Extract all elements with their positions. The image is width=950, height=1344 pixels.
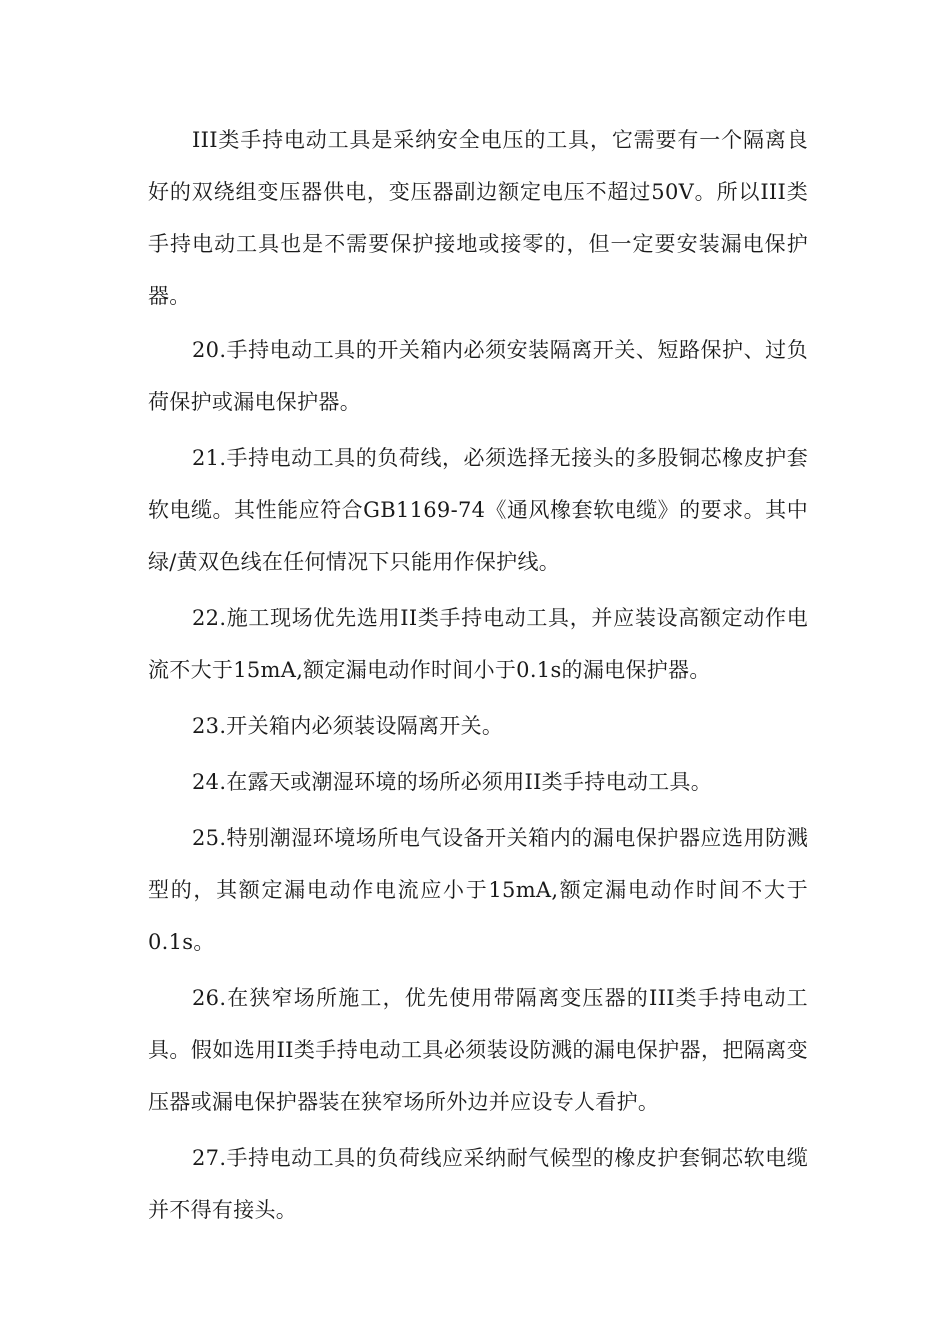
- paragraph-item-24: 24.在露天或潮湿环境的场所必须用II类手持电动工具。: [192, 770, 713, 794]
- paragraph-item-22: 22.施工现场优先选用II类手持电动工具，并应装设高额定动作电流不大于15mA,额定漏电动作时间小于0.1s的漏电保护器。: [148, 606, 808, 682]
- paragraph-item-27: 27.手持电动工具的负荷线应采纳耐气候型的橡皮护套铜芯软电缆并不得有接头。: [148, 1146, 808, 1222]
- paragraph-item-26: 26.在狭窄场所施工，优先使用带隔离变压器的III类手持电动工具。假如选用II类手持电动工具必须装设防溅的漏电保护器，把隔离变压器或漏电保护器装在狭窄场所外边并应设专人看护。: [148, 986, 808, 1114]
- paragraph-item-20: 20.手持电动工具的开关箱内必须安装隔离开关、短路保护、过负荷保护或漏电保护器。: [148, 338, 808, 414]
- paragraph-class-iii-tools: III类手持电动工具是采纳安全电压的工具，它需要有一个隔离良好的双绕组变压器供电，变压器副边额定电压不超过50V。所以III类手持电动工具也是不需要保护接地或接零的，但一定要安装漏电保护器。: [148, 128, 808, 308]
- paragraph-item-21: 21.手持电动工具的负荷线，必须选择无接头的多股铜芯橡皮护套软电缆。其性能应符合GB1169-74《通风橡套软电缆》的要求。其中绿/黄双色线在任何情况下只能用作保护线。: [148, 446, 808, 574]
- paragraph-item-25: 25.特别潮湿环境场所电气设备开关箱内的漏电保护器应选用防溅型的，其额定漏电动作电流应小于15mA,额定漏电动作时间不大于0.1s。: [148, 826, 808, 954]
- paragraph-item-23: 23.开关箱内必须装设隔离开关。: [192, 714, 504, 738]
- document-body: [148, 114, 808, 1240]
